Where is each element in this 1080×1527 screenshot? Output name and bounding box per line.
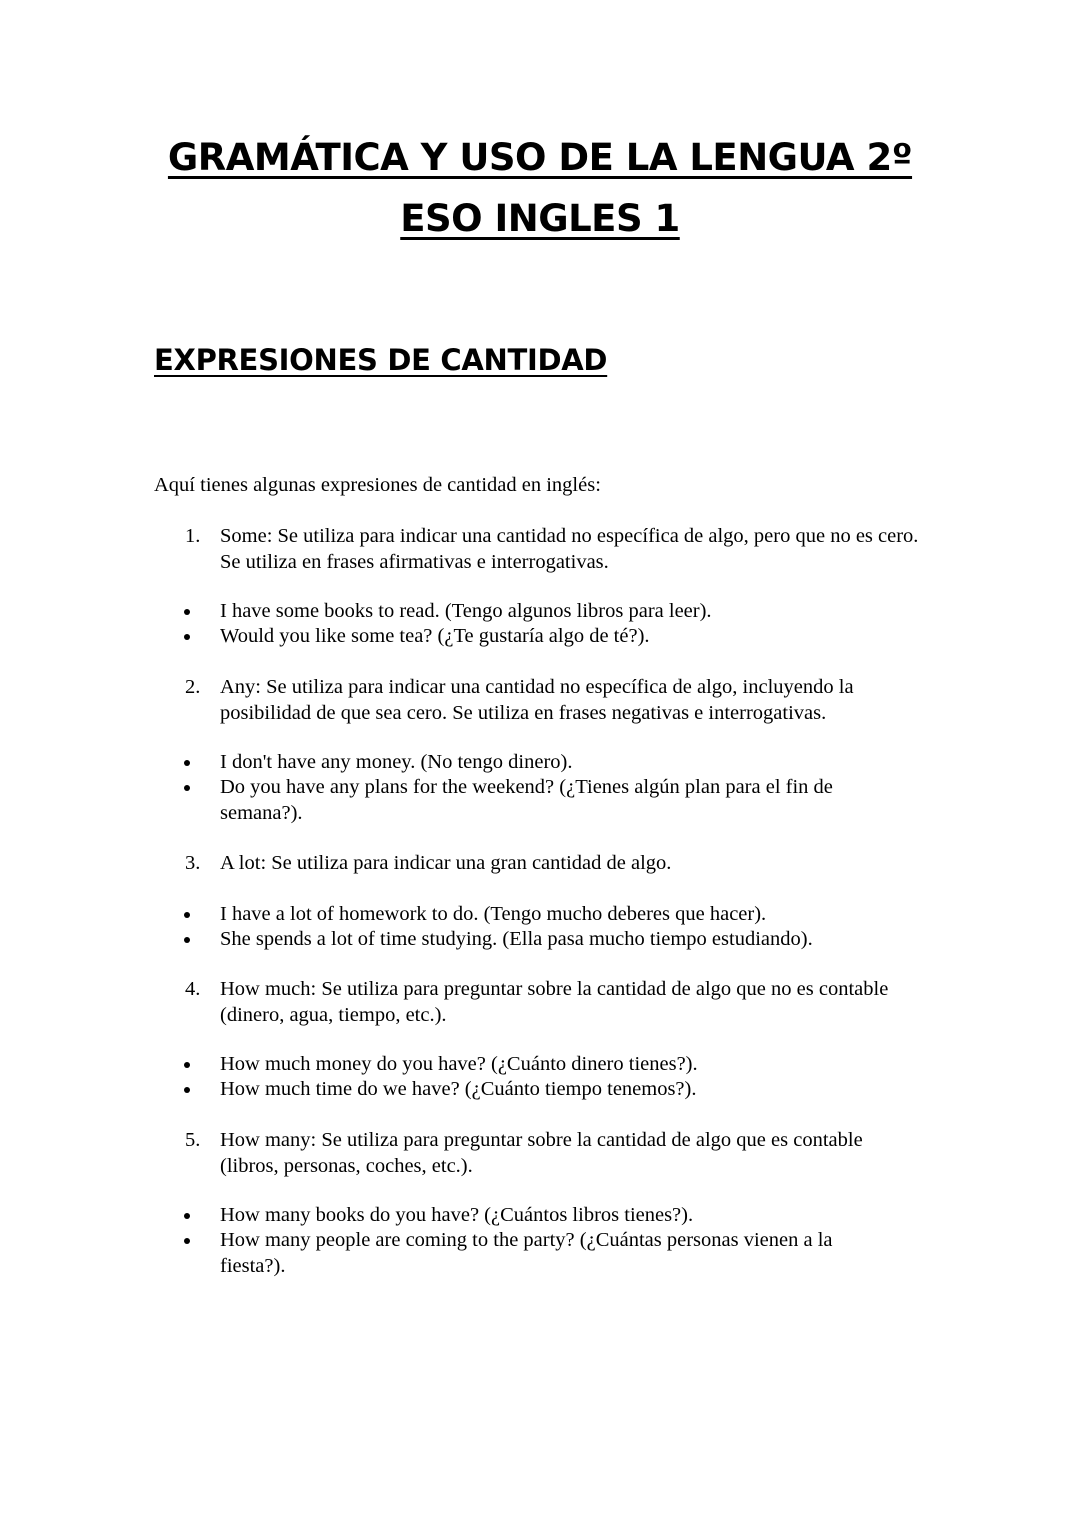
example-text: I have some books to read. (Tengo algunos libros para leer). <box>220 600 712 622</box>
bullet-dot <box>184 634 190 640</box>
item-number: 3. <box>185 852 201 874</box>
item-definition: Some: Se utiliza para indicar una cantidad no específica de algo, pero que no es cero. Se utiliza en frases afirmativas e interrogativas. <box>220 525 919 573</box>
title-line-2: ESO INGLES 1 <box>400 197 680 240</box>
example-text: She spends a lot of time studying. (Ella pasa mucho tiempo estudiando). <box>220 928 813 950</box>
title-line-1: GRAMÁTICA Y USO DE LA LENGUA 2º <box>167 136 913 179</box>
example-text: I don't have any money. (No tengo dinero). <box>220 751 573 773</box>
example-text: I have a lot of homework to do. (Tengo mucho deberes que hacer). <box>220 903 767 925</box>
bullet-dot <box>184 1213 190 1219</box>
item-definition: A lot: Se utiliza para indicar una gran cantidad de algo. <box>220 852 672 874</box>
example-text: How many people are coming to the party? (¿Cuántas personas vienen a la fiesta?). <box>220 1229 833 1277</box>
intro-text: Aquí tienes algunas expresiones de cantidad en inglés: <box>154 474 601 496</box>
item-definition: Any: Se utiliza para indicar una cantidad no específica de algo, incluyendo la posibilidad de que sea cero. Se utiliza en frases negativas e interrogativas. <box>220 676 854 724</box>
bullet-dot <box>184 912 190 918</box>
item-number: 1. <box>185 525 201 547</box>
item-number: 5. <box>185 1129 201 1151</box>
item-number: 2. <box>185 676 201 698</box>
example-text: Would you like some tea? (¿Te gustaría algo de té?). <box>220 625 650 647</box>
example-text: How much time do we have? (¿Cuánto tiempo tenemos?). <box>220 1078 697 1100</box>
bullet-dot <box>184 785 190 791</box>
example-text: How much money do you have? (¿Cuánto dinero tienes?). <box>220 1053 698 1075</box>
section-heading: EXPRESIONES DE CANTIDAD <box>154 343 608 377</box>
bullet-dot <box>184 760 190 766</box>
item-number: 4. <box>185 978 201 1000</box>
bullet-dot <box>184 1062 190 1068</box>
example-text: How many books do you have? (¿Cuántos libros tienes?). <box>220 1204 694 1226</box>
bullet-dot <box>184 1238 190 1244</box>
bullet-dot <box>184 937 190 943</box>
bullet-dot <box>184 1087 190 1093</box>
example-text: Do you have any plans for the weekend? (¿Tienes algún plan para el fin de semana?). <box>220 776 833 824</box>
bullet-dot <box>184 609 190 615</box>
item-definition: How much: Se utiliza para preguntar sobre la cantidad de algo que no es contable (dinero, agua, tiempo, etc.). <box>220 978 889 1026</box>
item-definition: How many: Se utiliza para preguntar sobre la cantidad de algo que es contable (libros, personas, coches, etc.). <box>220 1129 863 1177</box>
